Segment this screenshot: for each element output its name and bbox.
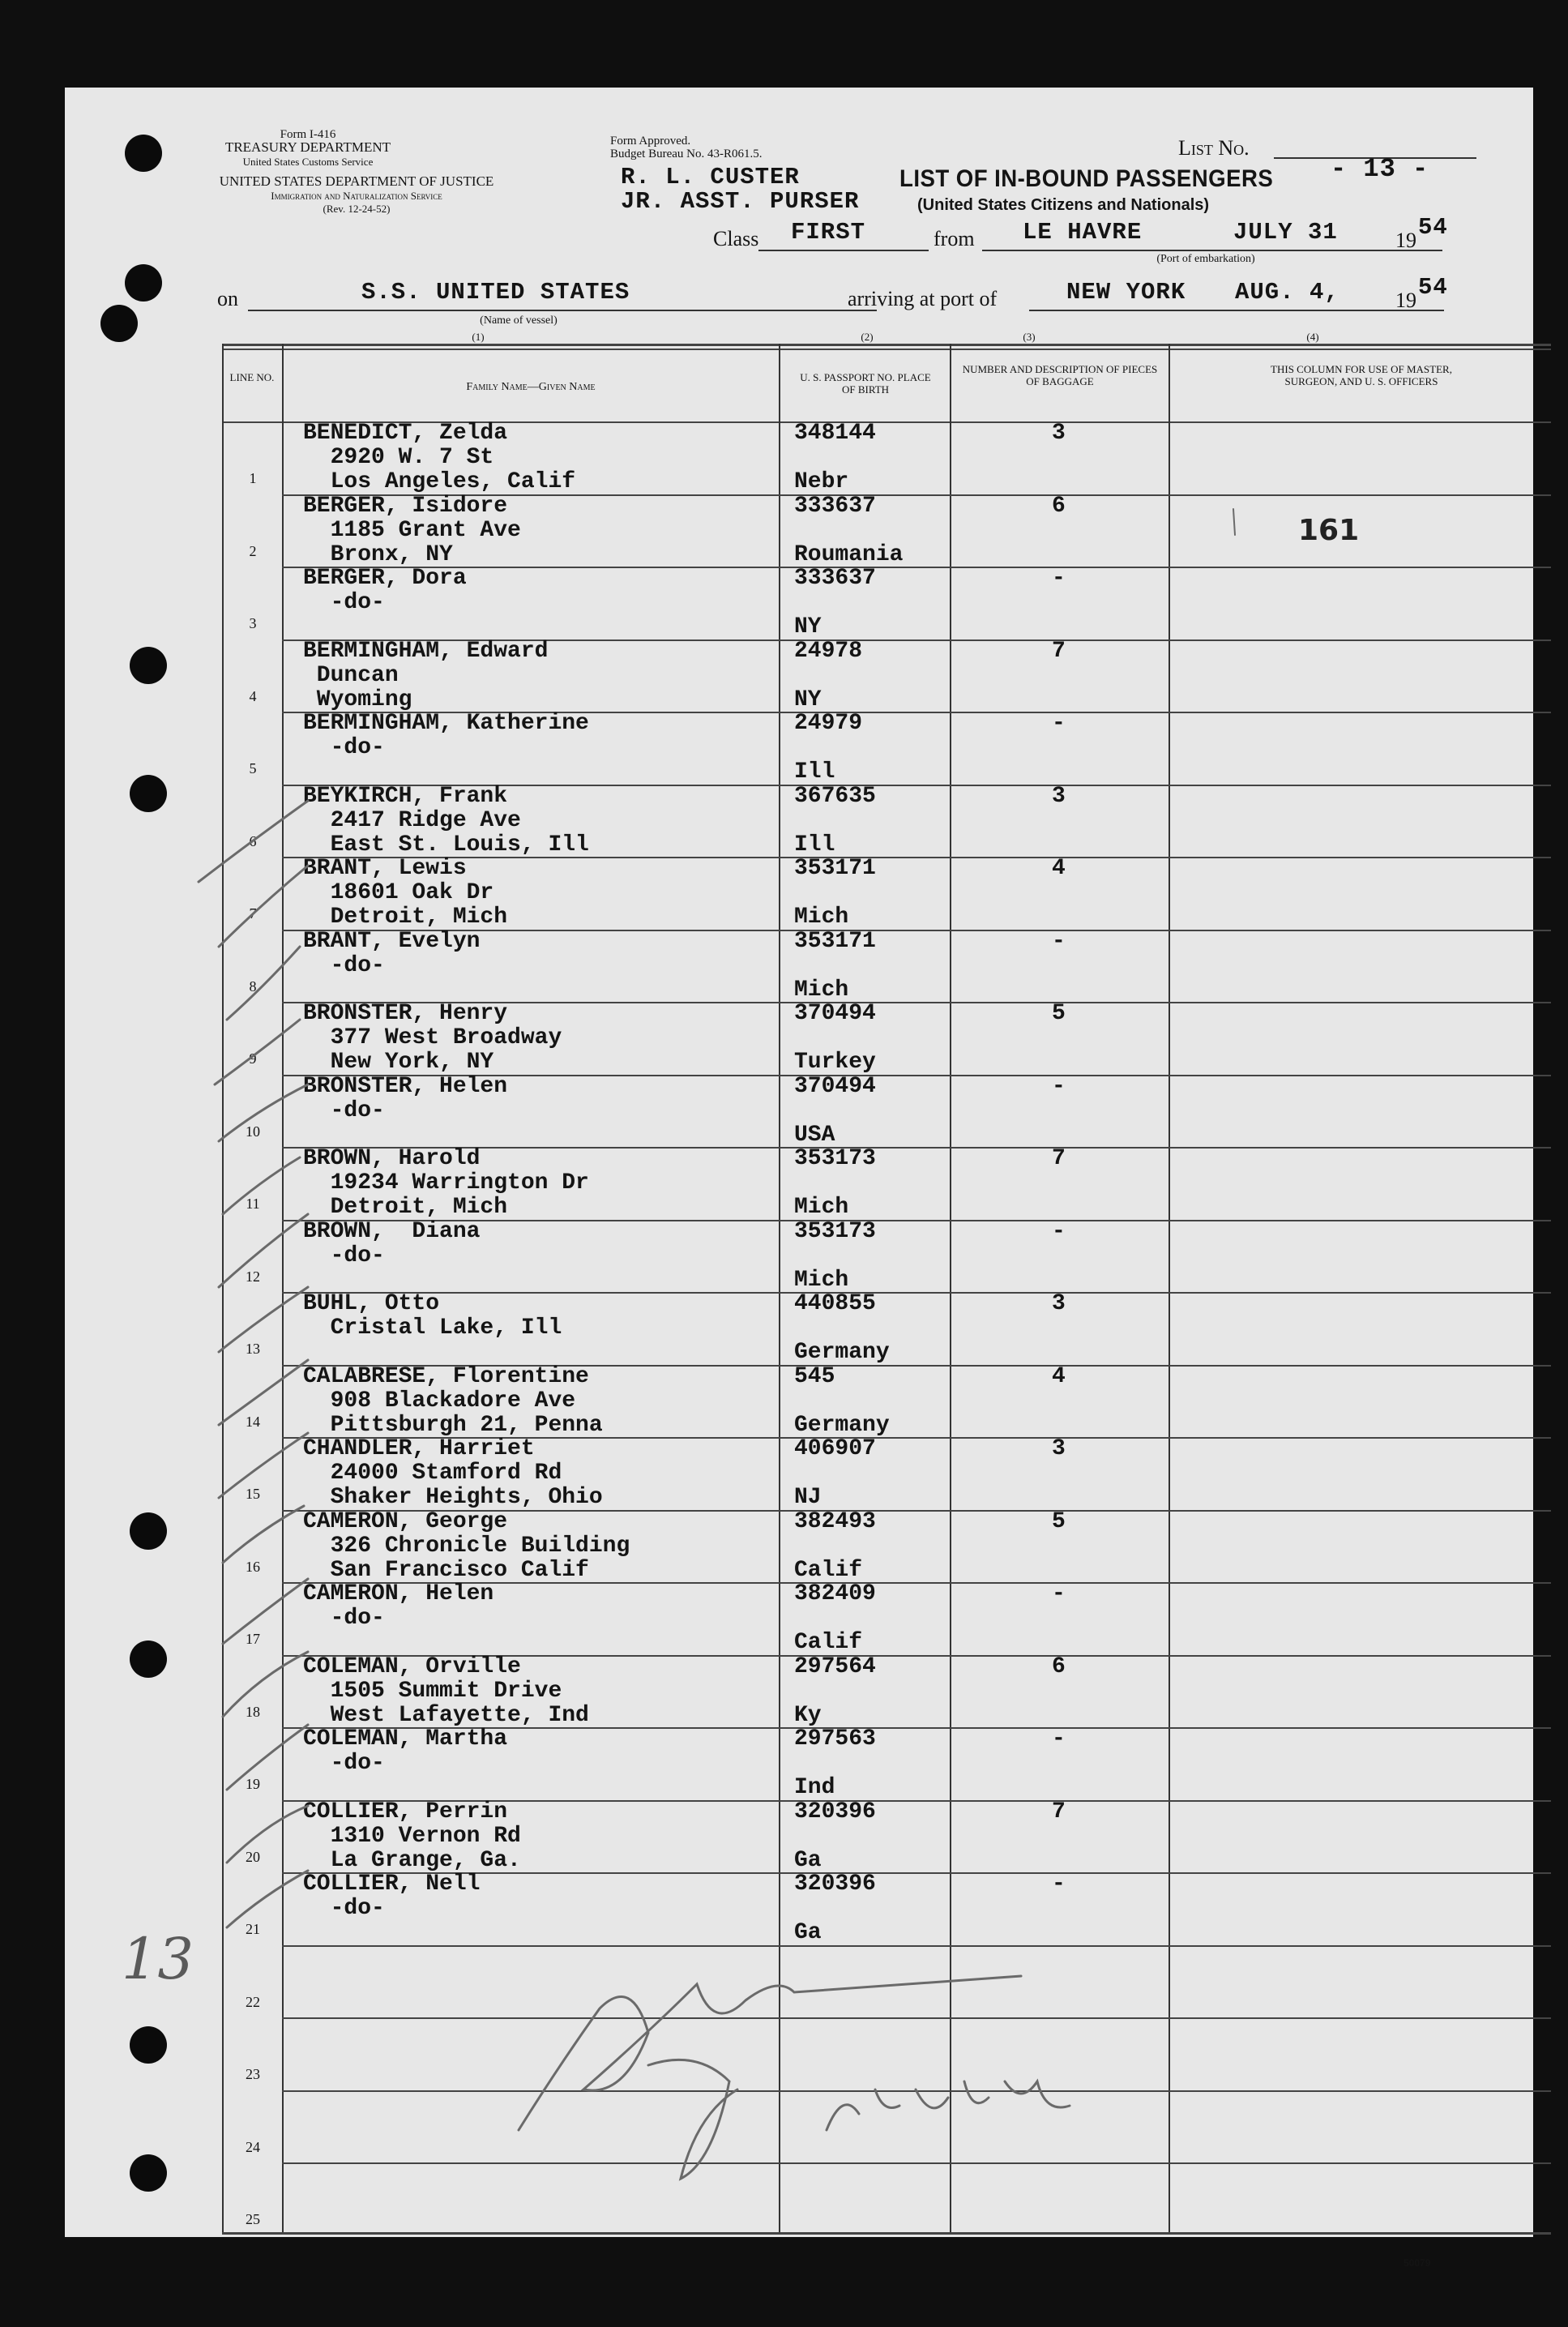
baggage-count: 7	[1052, 638, 1066, 664]
line-number: 10	[246, 1123, 260, 1140]
departure-date: JULY 31	[1233, 219, 1338, 246]
form-approved: Form Approved.	[610, 135, 691, 148]
line-number: 19	[246, 1776, 260, 1792]
line-number: 13	[246, 1341, 260, 1357]
line-number: 4	[249, 687, 257, 704]
baggage-count: 3	[1052, 1436, 1066, 1461]
baggage-count: 4	[1052, 856, 1066, 881]
year-prefix: 19	[1395, 289, 1416, 312]
place-of-birth: Germany	[794, 1340, 890, 1365]
header-officers: THIS COLUMN FOR USE OF MASTER, SURGEON, AND U. S. OFFICERS	[1271, 363, 1452, 387]
passenger-address: 1505 Summit Drive West Lafayette, Ind	[330, 1678, 589, 1728]
port-of-embarkation: LE HAVRE	[1023, 219, 1143, 246]
handwritten-marks	[65, 88, 1533, 2237]
place-of-birth: Ind	[794, 1775, 835, 1800]
place-of-birth: Mich	[794, 1195, 849, 1220]
passport-number: 320396	[794, 1871, 876, 1897]
form-code: 50079	[1404, 2257, 1431, 2269]
baggage-count: -	[1052, 1218, 1066, 1244]
passenger-address: 2920 W. 7 St Los Angeles, Calif	[330, 445, 576, 494]
passport-number: 24979	[794, 711, 863, 736]
line-number: 1	[249, 470, 257, 486]
passenger-address: 19234 Warrington Dr Detroit, Mich	[330, 1170, 589, 1220]
passport-number: 24978	[794, 638, 863, 664]
passenger-name: BEYKIRCH, Frank	[303, 783, 508, 809]
ins-service: Immigration and Naturalization Service	[271, 190, 442, 202]
officer-mark: 161	[1298, 514, 1360, 547]
passenger-address: -do-	[303, 735, 385, 760]
passenger-name: BERGER, Dora	[303, 566, 467, 591]
baggage-count: -	[1052, 1073, 1066, 1099]
vessel-caption: (Name of vessel)	[480, 314, 558, 327]
passenger-address: -do-	[303, 1896, 385, 1921]
place-of-birth: Calif	[794, 1630, 863, 1655]
passenger-name: CHANDLER, Harriet	[303, 1436, 535, 1461]
passenger-address: 24000 Stamford Rd Shaker Heights, Ohio	[330, 1461, 603, 1510]
signature	[519, 1976, 1021, 2130]
header-baggage: NUMBER AND DESCRIPTION OF PIECES OF BAGGAGE	[962, 363, 1158, 387]
baggage-count: 7	[1052, 1799, 1066, 1824]
passport-number: 406907	[794, 1436, 876, 1461]
passenger-name: COLLIER, Nell	[303, 1871, 481, 1897]
place-of-birth: Mich	[794, 1267, 849, 1293]
passenger-address: -do-	[303, 1606, 385, 1631]
from-label: from	[934, 227, 975, 250]
place-of-birth: Ill	[794, 759, 835, 785]
passport-number: 333637	[794, 493, 876, 519]
line-number: 22	[246, 1993, 260, 2010]
passport-number: 348144	[794, 421, 876, 446]
col-num-3: (3)	[1023, 331, 1036, 343]
passenger-name: CAMERON, Helen	[303, 1581, 494, 1606]
baggage-count: 6	[1052, 493, 1066, 519]
passenger-address: -do-	[303, 1243, 385, 1268]
place-of-birth: Calif	[794, 1557, 863, 1583]
place-of-birth: Roumania	[794, 541, 904, 567]
on-label: on	[217, 287, 238, 310]
passport-number: 382493	[794, 1508, 876, 1534]
line-number: 15	[246, 1486, 260, 1502]
purser-title: JR. ASST. PURSER	[621, 188, 860, 215]
budget-bureau: Budget Bureau No. 43-R061.5.	[610, 148, 763, 160]
passenger-name: BERMINGHAM, Katherine	[303, 711, 589, 736]
baggage-count: -	[1052, 566, 1066, 591]
place-of-birth: Mich	[794, 905, 849, 930]
passport-number: 320396	[794, 1799, 876, 1824]
passport-number: 367635	[794, 783, 876, 809]
baggage-count: -	[1052, 711, 1066, 736]
passport-number: 353171	[794, 856, 876, 881]
revision: (Rev. 12-24-52)	[323, 203, 391, 215]
baggage-count: -	[1052, 1726, 1066, 1752]
passenger-address: -do-	[303, 1751, 385, 1776]
passenger-address: 326 Chronicle Building San Francisco Calif	[330, 1533, 630, 1583]
baggage-count: -	[1052, 1581, 1066, 1606]
purser-name: R. L. CUSTER	[621, 164, 800, 190]
header-passport: U. S. PASSPORT NO. PLACE OF BIRTH	[800, 371, 931, 396]
manifest-page	[65, 88, 1533, 2269]
line-number: 14	[246, 1413, 260, 1430]
line-number: 7	[249, 905, 257, 922]
line-number: 21	[246, 1921, 260, 1937]
passport-number: 353173	[794, 1218, 876, 1244]
line-number: 5	[249, 760, 257, 776]
place-of-birth: NJ	[794, 1485, 822, 1510]
passenger-name: BERMINGHAM, Edward	[303, 638, 549, 664]
passenger-name: BUHL, Otto	[303, 1291, 440, 1316]
line-number: 8	[249, 977, 257, 995]
passenger-name: COLEMAN, Orville	[303, 1653, 521, 1679]
baggage-count: 6	[1052, 1653, 1066, 1679]
list-no-label: List No.	[1178, 136, 1250, 160]
passenger-name: COLEMAN, Martha	[303, 1726, 508, 1752]
passenger-name: BRANT, Lewis	[303, 856, 467, 881]
arrival-year: 54	[1418, 274, 1448, 301]
passport-number: 440855	[794, 1291, 876, 1316]
form-title: LIST OF IN-BOUND PASSENGERS	[899, 165, 1274, 192]
line-number: 20	[246, 1848, 260, 1865]
header-name: Family Name—Given Name	[466, 381, 596, 393]
passenger-name: BRONSTER, Henry	[303, 1001, 508, 1026]
passenger-name: BERGER, Isidore	[303, 493, 508, 519]
passenger-name: COLLIER, Perrin	[303, 1799, 508, 1824]
passenger-name: BROWN, Harold	[303, 1146, 481, 1171]
passport-number: 370494	[794, 1001, 876, 1026]
line-number: 11	[246, 1196, 260, 1212]
passenger-address: 2417 Ridge Ave East St. Louis, Ill	[330, 807, 589, 858]
passenger-name: BRANT, Evelyn	[303, 928, 481, 954]
passenger-address: 1310 Vernon Rd La Grange, Ga.	[330, 1823, 521, 1873]
col-num-2: (2)	[861, 331, 874, 343]
place-of-birth: Ill	[794, 832, 835, 858]
line-number: 25	[246, 2211, 260, 2227]
class-label: Class	[713, 227, 759, 250]
baggage-count: 5	[1052, 1508, 1066, 1534]
baggage-count: -	[1052, 1871, 1066, 1897]
header-line-no: LINE NO.	[229, 371, 275, 383]
baggage-count: 7	[1052, 1146, 1066, 1171]
passport-number: 333637	[794, 566, 876, 591]
line-number: 6	[249, 832, 257, 849]
port-caption: (Port of embarkation)	[1156, 253, 1255, 265]
place-of-birth: USA	[794, 1122, 835, 1148]
baggage-count: 3	[1052, 783, 1066, 809]
passport-number: 297564	[794, 1653, 876, 1679]
line-number: 16	[246, 1558, 260, 1575]
place-of-birth: Ga	[794, 1920, 822, 1945]
line-number: 2	[249, 542, 257, 559]
col-num-4: (4)	[1306, 331, 1319, 343]
year-prefix: 19	[1395, 229, 1416, 252]
check-mark	[199, 801, 308, 882]
passport-number: 370494	[794, 1073, 876, 1099]
passenger-name: BRONSTER, Helen	[303, 1073, 508, 1099]
passport-number: 353171	[794, 928, 876, 954]
line-number: 9	[249, 1050, 257, 1067]
passenger-name: CALABRESE, Florentine	[303, 1363, 589, 1389]
passenger-address: -do-	[303, 952, 385, 978]
arrival-port: NEW YORK	[1066, 279, 1186, 306]
treasury-dept: TREASURY DEPARTMENT	[224, 139, 391, 155]
baggage-count: -	[1052, 928, 1066, 954]
line-number: 12	[246, 1268, 260, 1285]
form-subtitle: (United States Citizens and Nationals)	[917, 196, 1210, 214]
passenger-address: 908 Blackadore Ave Pittsburgh 21, Penna	[330, 1388, 603, 1438]
passenger-address: 1185 Grant Ave Bronx, NY	[330, 517, 521, 567]
place-of-birth: NY	[794, 687, 822, 712]
customs-service: United States Customs Service	[242, 156, 374, 168]
passenger-name: BROWN, Diana	[303, 1218, 481, 1244]
arrival-date: AUG. 4,	[1235, 279, 1339, 306]
class-value: FIRST	[791, 219, 866, 246]
passenger-name: CAMERON, George	[303, 1508, 508, 1534]
col-num-1: (1)	[472, 331, 485, 343]
passport-number: 382409	[794, 1581, 876, 1606]
passenger-address: 377 West Broadway New York, NY	[330, 1025, 562, 1075]
passport-number: 353173	[794, 1146, 876, 1171]
passport-number: 545	[794, 1363, 835, 1389]
arriving-label: arriving at port of	[848, 287, 998, 310]
baggage-count: 3	[1052, 1291, 1066, 1316]
passenger-address: -do-	[303, 590, 385, 615]
passenger-address: Cristal Lake, Ill	[303, 1315, 562, 1341]
passenger-address: -do-	[303, 1097, 385, 1123]
place-of-birth: Germany	[794, 1412, 890, 1438]
place-of-birth: Turkey	[794, 1050, 876, 1075]
line-number: 17	[246, 1631, 260, 1647]
margin-number: 13	[122, 1926, 194, 1992]
place-of-birth: Nebr	[794, 469, 849, 494]
passport-number: 297563	[794, 1726, 876, 1752]
list-number: - 13 -	[1331, 154, 1429, 184]
baggage-count: 4	[1052, 1363, 1066, 1389]
baggage-count: 3	[1052, 421, 1066, 446]
baggage-count: 5	[1052, 1001, 1066, 1026]
line-number: 23	[246, 2066, 260, 2082]
line-number: 18	[246, 1703, 260, 1720]
passenger-name: BENEDICT, Zelda	[303, 421, 508, 446]
passenger-address: 18601 Oak Dr Detroit, Mich	[330, 880, 508, 930]
line-number: 3	[249, 615, 257, 631]
place-of-birth: Mich	[794, 977, 849, 1003]
place-of-birth: Ga	[794, 1847, 822, 1873]
place-of-birth: Ky	[794, 1702, 822, 1728]
justice-dept: UNITED STATES DEPARTMENT OF JUSTICE	[219, 173, 494, 189]
line-number: 24	[246, 2138, 260, 2155]
vessel-name: S.S. UNITED STATES	[361, 279, 630, 306]
passenger-address: Duncan Wyoming	[316, 662, 412, 712]
form-number: Form I-416	[280, 128, 336, 141]
place-of-birth: NY	[794, 614, 822, 639]
departure-year: 54	[1418, 214, 1448, 241]
